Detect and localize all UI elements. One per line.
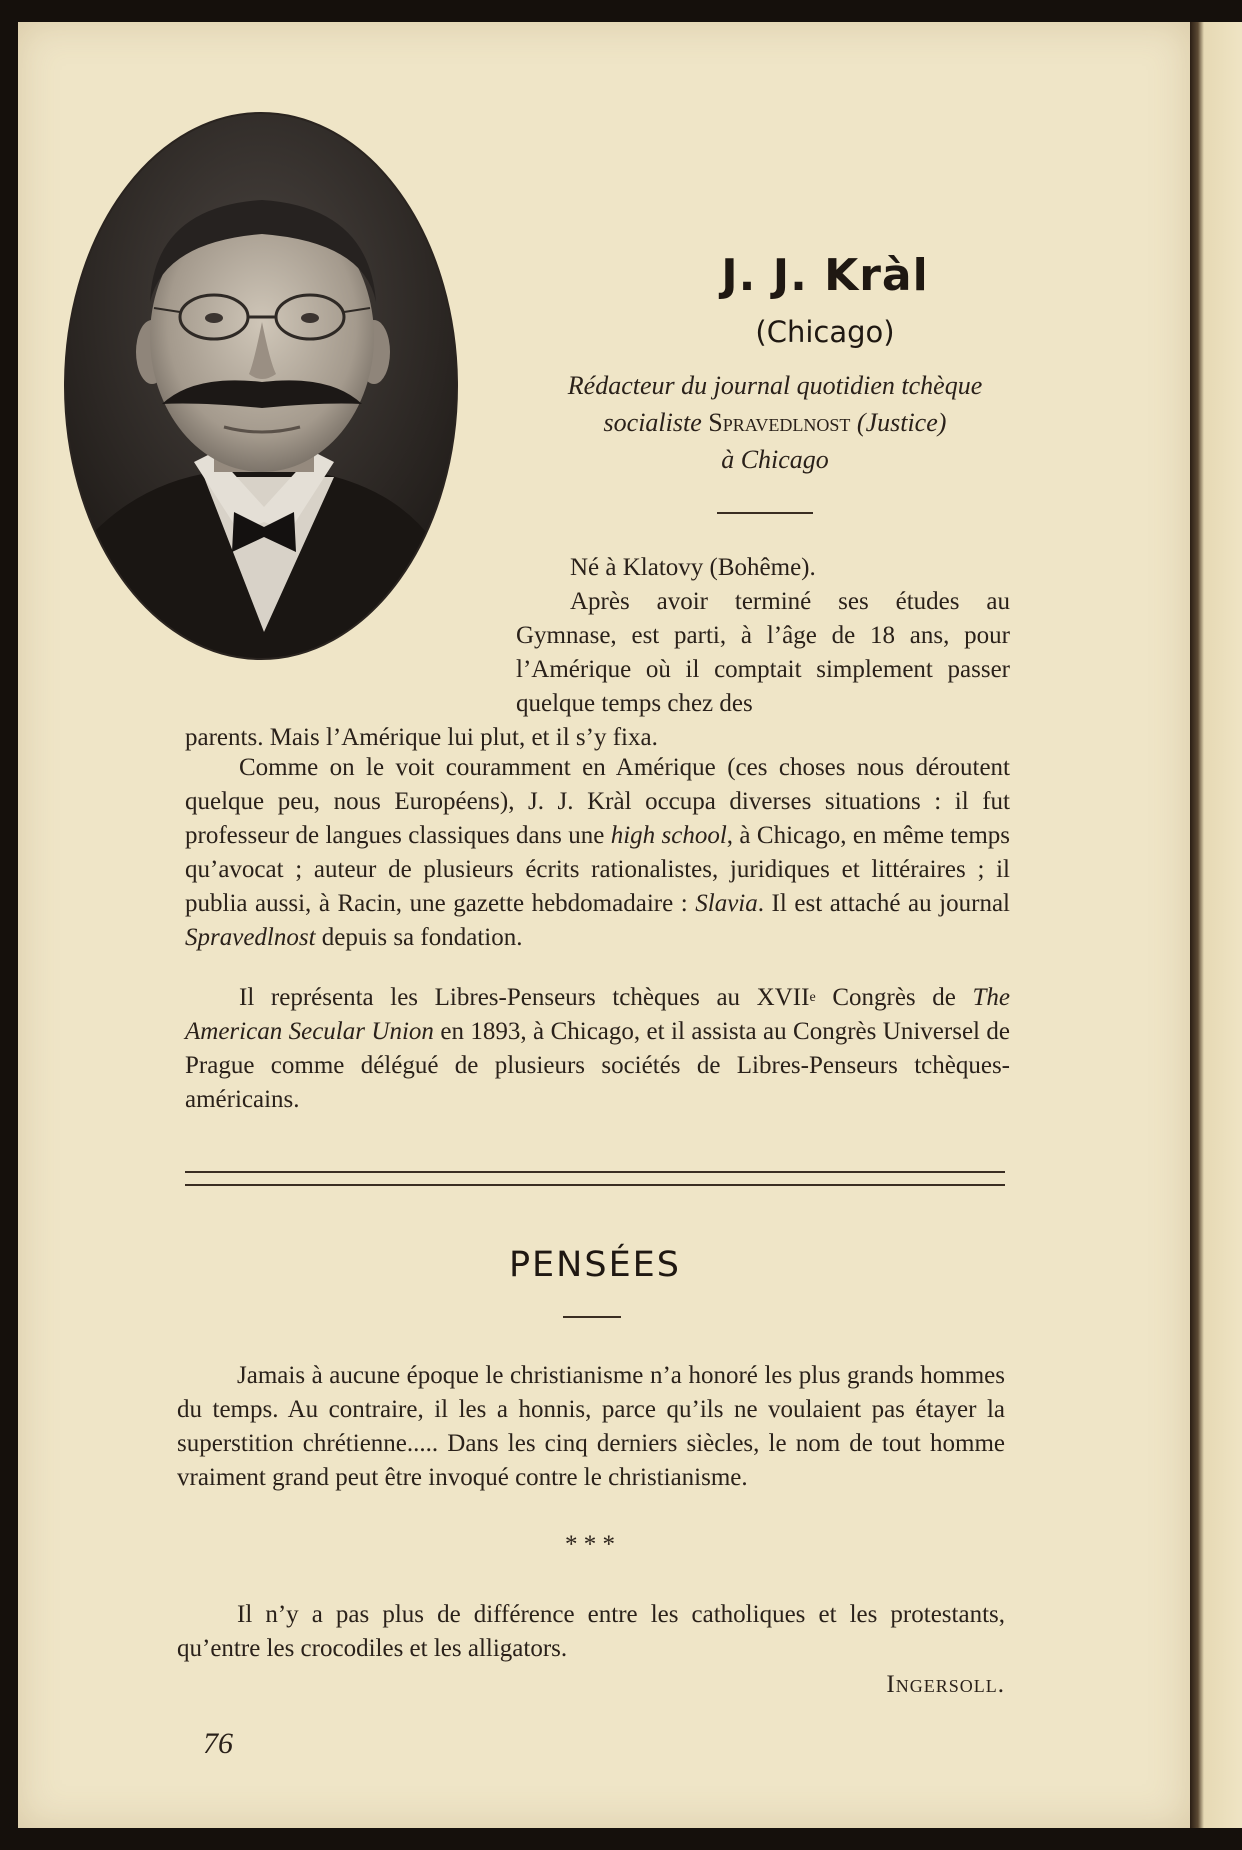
- section-title: PENSÉES: [508, 1245, 682, 1285]
- newspaper-translation: (Justice): [856, 408, 947, 437]
- newspaper-name: Spravedlnost: [708, 408, 851, 437]
- bio2-text-g: depuis sa fondation.: [321, 924, 523, 951]
- asterism-separator: * * *: [565, 1531, 615, 1558]
- bio3-text-a: Il représenta les Libres-Penseurs tchèques au XVII: [239, 984, 810, 1011]
- page-number: 76: [203, 1727, 233, 1760]
- bio2-italic-slavia: Slavia: [695, 890, 758, 917]
- quote-1: Jamais à aucune époque le christianisme n’a honoré les plus grands hommes du temps. Au contraire, il les a honnis, parce qu’ils ne voulaient pas étayer la superstition chrétienne..... Dans les cinq derniers siècles, le nom de tout homme vraiment grand peut être invoqué contre le christianisme.: [177, 1362, 1005, 1491]
- bio2-text-c: , à Chicago, en même temps qu’avocat ; auteur de plusieurs écrits rationalistes, juridiques et littéraires ; il publia aussi, à Racin, une gazette hebdomadaire :: [185, 822, 1011, 917]
- biography-paragraph-3: [185, 981, 1010, 1117]
- role-line-3: à Chicago: [721, 445, 829, 474]
- biography-paragraph-2: [185, 751, 1010, 955]
- bio2-text-a: Comme on le voit couramment en Amérique (ces choses nous déroutent quelque peu, nous Européens), J. J. Kràl occupa diverses situations : il fut professeur de langues classiques dans une: [185, 754, 1010, 849]
- biography-paragraph-1: Après avoir terminé ses études au Gymnase, est parti, à l’âge de 18 ans, pour l’Amérique où il comptait simplement passer quelque temps chez des: [516, 588, 1010, 717]
- bio2-italic-high-school: high school: [610, 822, 727, 849]
- bio3-text-b: Congrès de: [832, 984, 956, 1011]
- biography-paragraph-1-end: parents. Mais l’Amérique lui plut, et il s’y fixa.: [185, 724, 658, 751]
- section-divider: [717, 512, 813, 514]
- quote-2: Il n’y a pas plus de différence entre les catholiques et les protestants, qu’entre les crocodiles et les alligators.: [177, 1601, 1005, 1662]
- person-name: J. J. Kràl: [721, 250, 929, 301]
- title-underline: [563, 1316, 621, 1318]
- bio3-italic-union: The American Secular Union: [185, 984, 1011, 1045]
- bio2-text-e: . Il est attaché au journal: [757, 890, 1010, 917]
- facing-page-edge: [1190, 22, 1242, 1828]
- person-role: [500, 367, 1050, 478]
- quote-author: Ingersoll.: [886, 1671, 1005, 1698]
- person-city: (Chicago): [755, 315, 895, 349]
- bio2-italic-spravedlnost: Spravedlnost: [185, 924, 316, 951]
- role-line-1: Rédacteur du journal quotidien tchèque: [567, 371, 983, 400]
- role-line-2-prefix: socialiste: [603, 408, 702, 437]
- bio3-superscript: e: [809, 990, 816, 1005]
- double-rule-divider: [185, 1171, 1005, 1186]
- portrait-photo: [64, 112, 458, 660]
- bio3-text-d: en 1893, à Chicago, et il assista au Congrès Universel de Prague comme délégué de plusieurs sociétés de Libres-Penseurs tchèques-américains.: [185, 1018, 1011, 1113]
- birthplace: Né à Klatovy (Bohême).: [570, 554, 816, 581]
